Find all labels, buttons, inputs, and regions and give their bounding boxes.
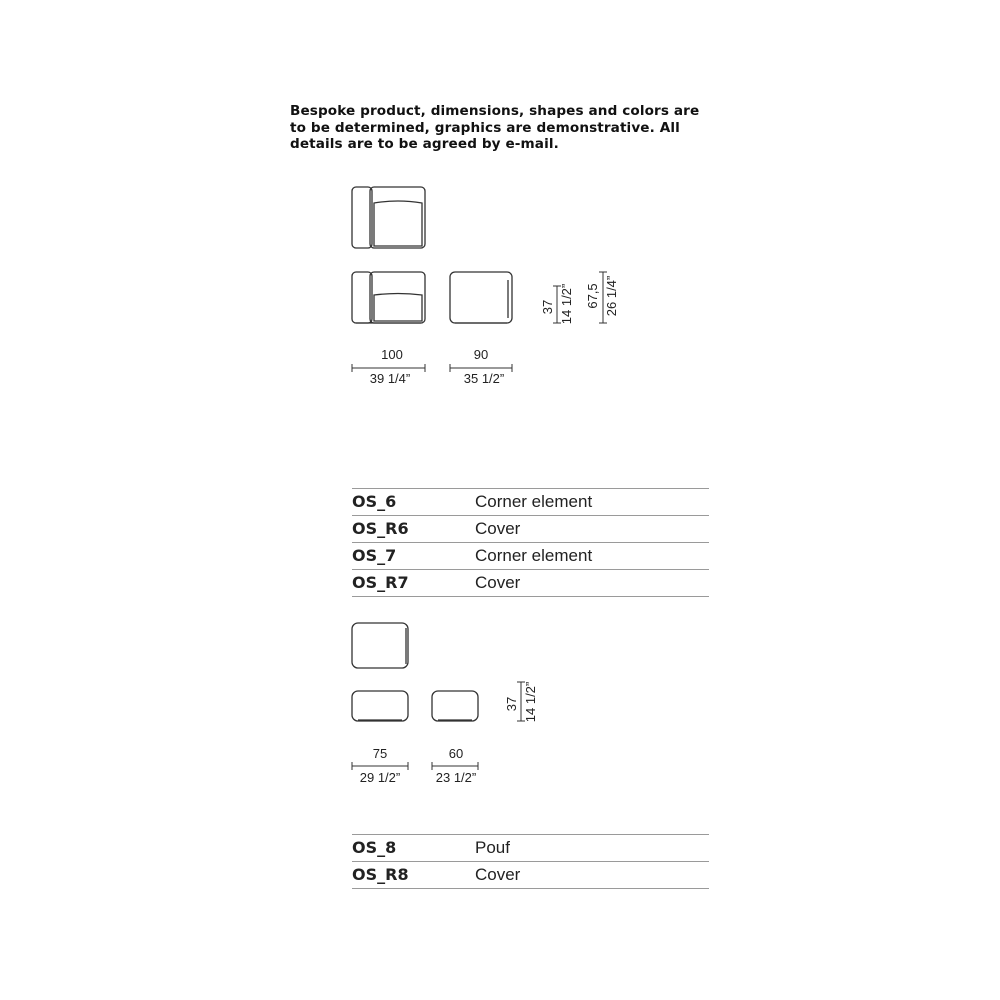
width-100-cm: 100 [381,347,403,362]
total-height-cm: 67,5 [585,283,600,309]
product-description: Pouf [475,838,510,857]
table-row [352,862,709,889]
product-code: OS_8 [352,838,397,857]
width-60-cm: 60 [448,746,464,761]
side-element-view [450,272,512,323]
disclaimer-text: Bespoke product, dimensions, shapes and colors are to be determined, graphics are demonstrative. All details are to be agreed by e-mail. [290,103,700,152]
product-description: Cover [475,519,521,538]
width-90-in: 35 1/2” [463,371,505,386]
seat-height-cm: 37 [540,299,555,315]
product-description: Corner element [475,546,593,565]
product-description: Corner element [475,492,593,511]
pouf-front-view [352,691,408,721]
product-codes-table-2 [352,834,709,889]
product-code: OS_6 [352,492,397,511]
width-100-in: 39 1/4” [369,371,411,386]
table-row [352,834,709,862]
product-code: OS_7 [352,546,397,565]
product-code: OS_R6 [352,519,409,538]
corner-element-top-view [352,187,425,248]
product-code: OS_R7 [352,573,409,592]
width-90-cm: 90 [473,347,489,362]
pouf-height-cm: 37 [504,696,519,712]
table-row [352,570,709,597]
corner-element-front-view [352,272,425,323]
table-row [352,488,709,516]
pouf-top-view [352,623,408,668]
product-description: Cover [475,573,521,592]
product-description: Cover [475,865,521,884]
seat-height-in: 14 1/2” [559,283,574,325]
product-codes-table-1 [352,488,709,597]
table-row [352,543,709,570]
width-60-in: 23 1/2” [435,770,477,785]
table-row [352,516,709,543]
pouf-height-in: 14 1/2” [523,681,538,723]
width-75-cm: 75 [372,746,388,761]
pouf-side-view [432,691,478,721]
product-code: OS_R8 [352,865,409,884]
total-height-in: 26 1/4” [604,275,619,317]
width-75-in: 29 1/2” [359,770,401,785]
